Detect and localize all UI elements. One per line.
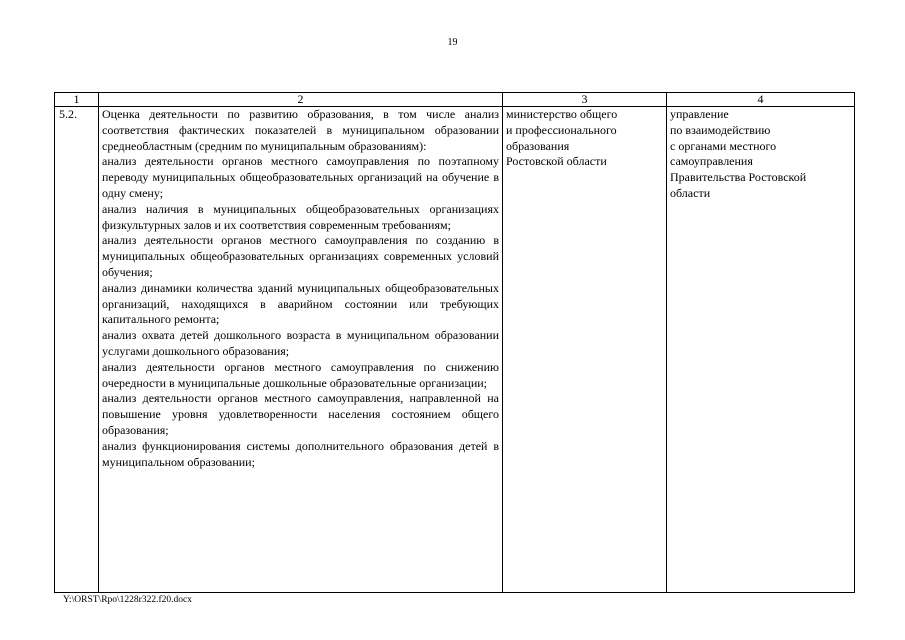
coexecutor-line: области (670, 185, 711, 200)
responsible-line: и профессионального (506, 122, 617, 137)
coexecutor-line: самоуправления (670, 154, 753, 169)
coexecutor-line: управление (670, 107, 729, 121)
document-file-path: Y:\ORST\Rpo\1228r322.f20.docx (63, 595, 192, 605)
table-header-row (55, 93, 855, 107)
column-header: 1 (55, 93, 99, 107)
description-paragraph: анализ функционирования системы дополнительного образования детей в муниципальном образовании; (102, 438, 499, 469)
description-paragraph: анализ деятельности органов местного самоуправления по снижению очередности в муниципальные дошкольные образовательные организации; (102, 359, 499, 390)
description-paragraph: анализ охвата детей дошкольного возраста в муниципальном образовании услугами дошкольного образования; (102, 328, 499, 358)
responsible-line: Ростовской области (506, 154, 607, 169)
responsible-line: образования (506, 138, 570, 153)
column-header: 3 (503, 93, 667, 107)
document-table (54, 92, 855, 593)
column-header: 2 (99, 93, 503, 107)
coexecutor-line: по взаимодействию (670, 122, 771, 137)
coexecutor-line: с органами местного (670, 138, 777, 153)
description-paragraph: анализ деятельности органов местного самоуправления по поэтапному переводу муниципальных общеобразовательных организаций на обучение в одну смену; (102, 154, 499, 200)
description-paragraph: анализ деятельности органов местного самоуправления по созданию в муниципальных общеобразовательных организациях современных условий обучения; (102, 233, 499, 279)
table-row (55, 107, 855, 593)
description-paragraph: анализ деятельности органов местного самоуправления, направленной на повышение уровня удовлетворенности населения состоянием общего образования; (102, 391, 499, 437)
responsible-cell (503, 107, 667, 593)
page-number: 19 (447, 37, 458, 48)
column-header: 4 (667, 93, 855, 107)
coexecutor-cell (667, 107, 855, 593)
description-paragraph: анализ динамики количества зданий муниципальных общеобразовательных организаций, находящихся в аварийном состоянии или требующих капитального ремонта; (102, 280, 499, 327)
description-paragraph: анализ наличия в муниципальных общеобразовательных организациях физкультурных залов и их соответствия современным требованиям; (102, 201, 499, 232)
description-paragraph: Оценка деятельности по развитию образования, в том числе анализ соответствия фактических показателей в муниципальном образовании среднеобластным (средним по муниципальным образованиям): (102, 107, 499, 153)
description-cell (99, 107, 503, 593)
responsible-line: министерство общего (506, 107, 618, 121)
coexecutor-line: Правительства Ростовской (670, 170, 807, 185)
row-number: 5.2. (55, 107, 99, 593)
